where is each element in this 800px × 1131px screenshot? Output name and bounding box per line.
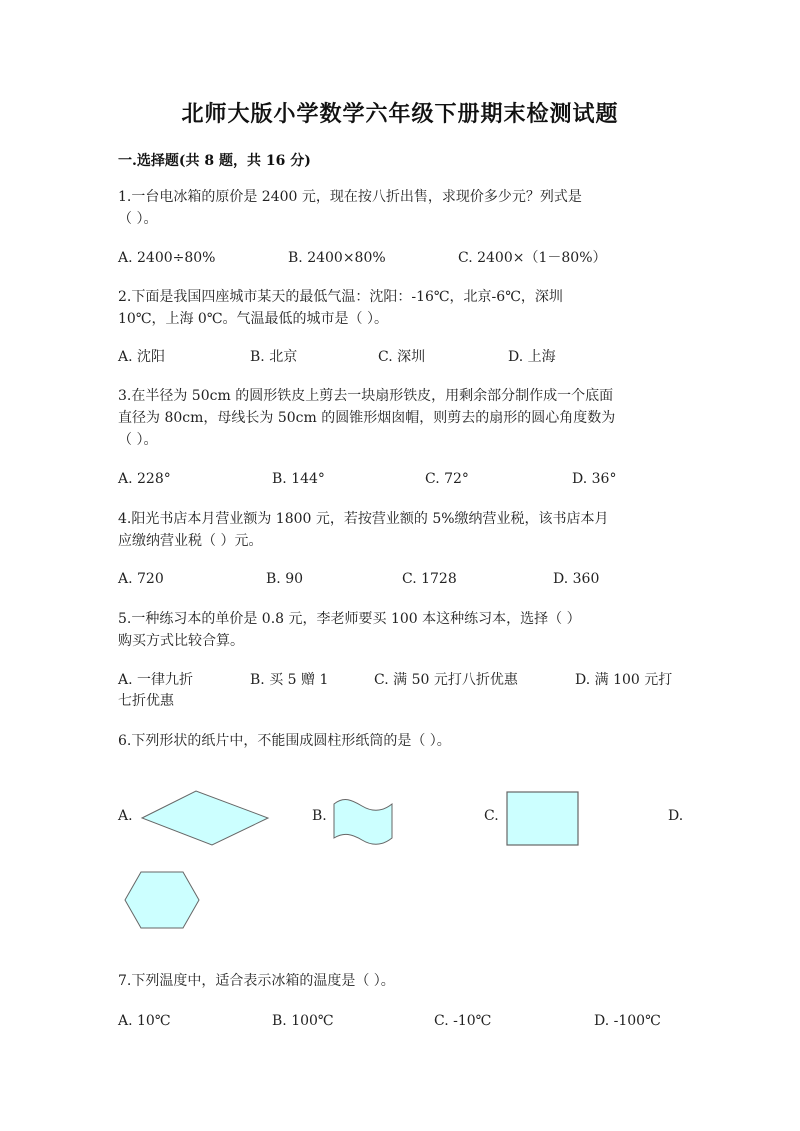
wavy-banner-shape[interactable] (330, 798, 396, 848)
question-text: 2.下面是我国四座城市某天的最低气温：沈阳：-16℃，北京-6℃，深圳 (118, 289, 563, 305)
option-b[interactable]: B. 90 (266, 571, 304, 587)
shape-label-c[interactable]: C. (484, 808, 499, 824)
question-text: 应缴纳营业税（ ）元。 (118, 533, 263, 549)
question-text: 6.下列形状的纸片中，不能围成圆柱形纸筒的是（ ）。 (118, 733, 451, 749)
hexagon-shape[interactable] (123, 870, 201, 930)
option-d[interactable]: D. 上海 (508, 349, 556, 365)
question-text: 购买方式比较合算。 (118, 633, 244, 649)
option-c[interactable]: C. 深圳 (378, 349, 426, 365)
option-a[interactable]: A. 10℃ (118, 1013, 171, 1029)
question-text: 3.在半径为 50cm 的圆形铁皮上剪去一块扇形铁皮，用剩余部分制作成一个底面 (118, 388, 614, 404)
option-a[interactable]: A. 2400÷80% (118, 250, 216, 266)
question-text: 7.下列温度中，适合表示冰箱的温度是（ ）。 (118, 973, 395, 989)
option-c[interactable]: C. -10℃ (434, 1013, 492, 1029)
page-title: 北师大版小学数学六年级下册期末检测试题 (181, 101, 619, 127)
option-a[interactable]: A. 228° (118, 471, 171, 487)
option-a[interactable]: A. 720 (118, 571, 164, 587)
question-text: 直径为 80cm，母线长为 50cm 的圆锥形烟囱帽，则剪去的扇形的圆心角度数为 (118, 410, 616, 426)
question-7 (118, 970, 678, 992)
question-text: 5.一种练习本的单价是 0.8 元，李老师要买 100 本这种练习本，选择（ ） (118, 611, 581, 627)
option-c[interactable]: C. 1728 (402, 571, 457, 587)
option-c[interactable]: C. 72° (425, 471, 469, 487)
question-1 (118, 186, 678, 230)
option-c[interactable]: C. 2400×（1－80%） (458, 250, 607, 266)
question-2 (118, 286, 678, 330)
option-b[interactable]: B. 买 5 赠 1 (250, 672, 329, 688)
option-d[interactable]: D. -100℃ (594, 1013, 661, 1029)
option-b[interactable]: B. 144° (272, 471, 325, 487)
option-b[interactable]: B. 北京 (250, 349, 298, 365)
question-text: （ ）。 (118, 432, 158, 448)
option-c[interactable]: C. 满 50 元打八折优惠 (374, 672, 518, 688)
shape-label-a[interactable]: A. (118, 808, 133, 824)
question-5 (118, 608, 678, 652)
option-d[interactable]: D. 360 (553, 571, 600, 587)
option-a[interactable]: A. 沈阳 (118, 349, 166, 365)
option-a[interactable]: A. 一律九折 (118, 672, 194, 688)
rectangle-shape[interactable] (506, 791, 580, 847)
option-d-continued: 七折优惠 (118, 693, 174, 709)
rhombus-shape[interactable] (140, 789, 270, 847)
option-d[interactable]: D. 36° (572, 471, 617, 487)
question-4 (118, 508, 678, 552)
question-text: （ ）。 (118, 211, 158, 227)
shape-label-b[interactable]: B. (312, 808, 327, 824)
section-heading: 一.选择题(共 8 题，共 16 分) (118, 153, 311, 169)
option-b[interactable]: B. 100℃ (272, 1013, 334, 1029)
question-6 (118, 730, 678, 752)
option-d[interactable]: D. 满 100 元打 (575, 672, 673, 688)
question-text: 10℃，上海 0℃。气温最低的城市是（ ）。 (118, 311, 388, 327)
question-text: 4.阳光书店本月营业额为 1800 元，若按营业额的 5%缴纳营业税，该书店本月 (118, 511, 609, 527)
option-b[interactable]: B. 2400×80% (288, 250, 386, 266)
question-text: 1.一台电冰箱的原价是 2400 元，现在按八折出售，求现价多少元？列式是 (118, 189, 582, 205)
shape-label-d[interactable]: D. (668, 808, 684, 824)
question-3 (118, 385, 678, 451)
